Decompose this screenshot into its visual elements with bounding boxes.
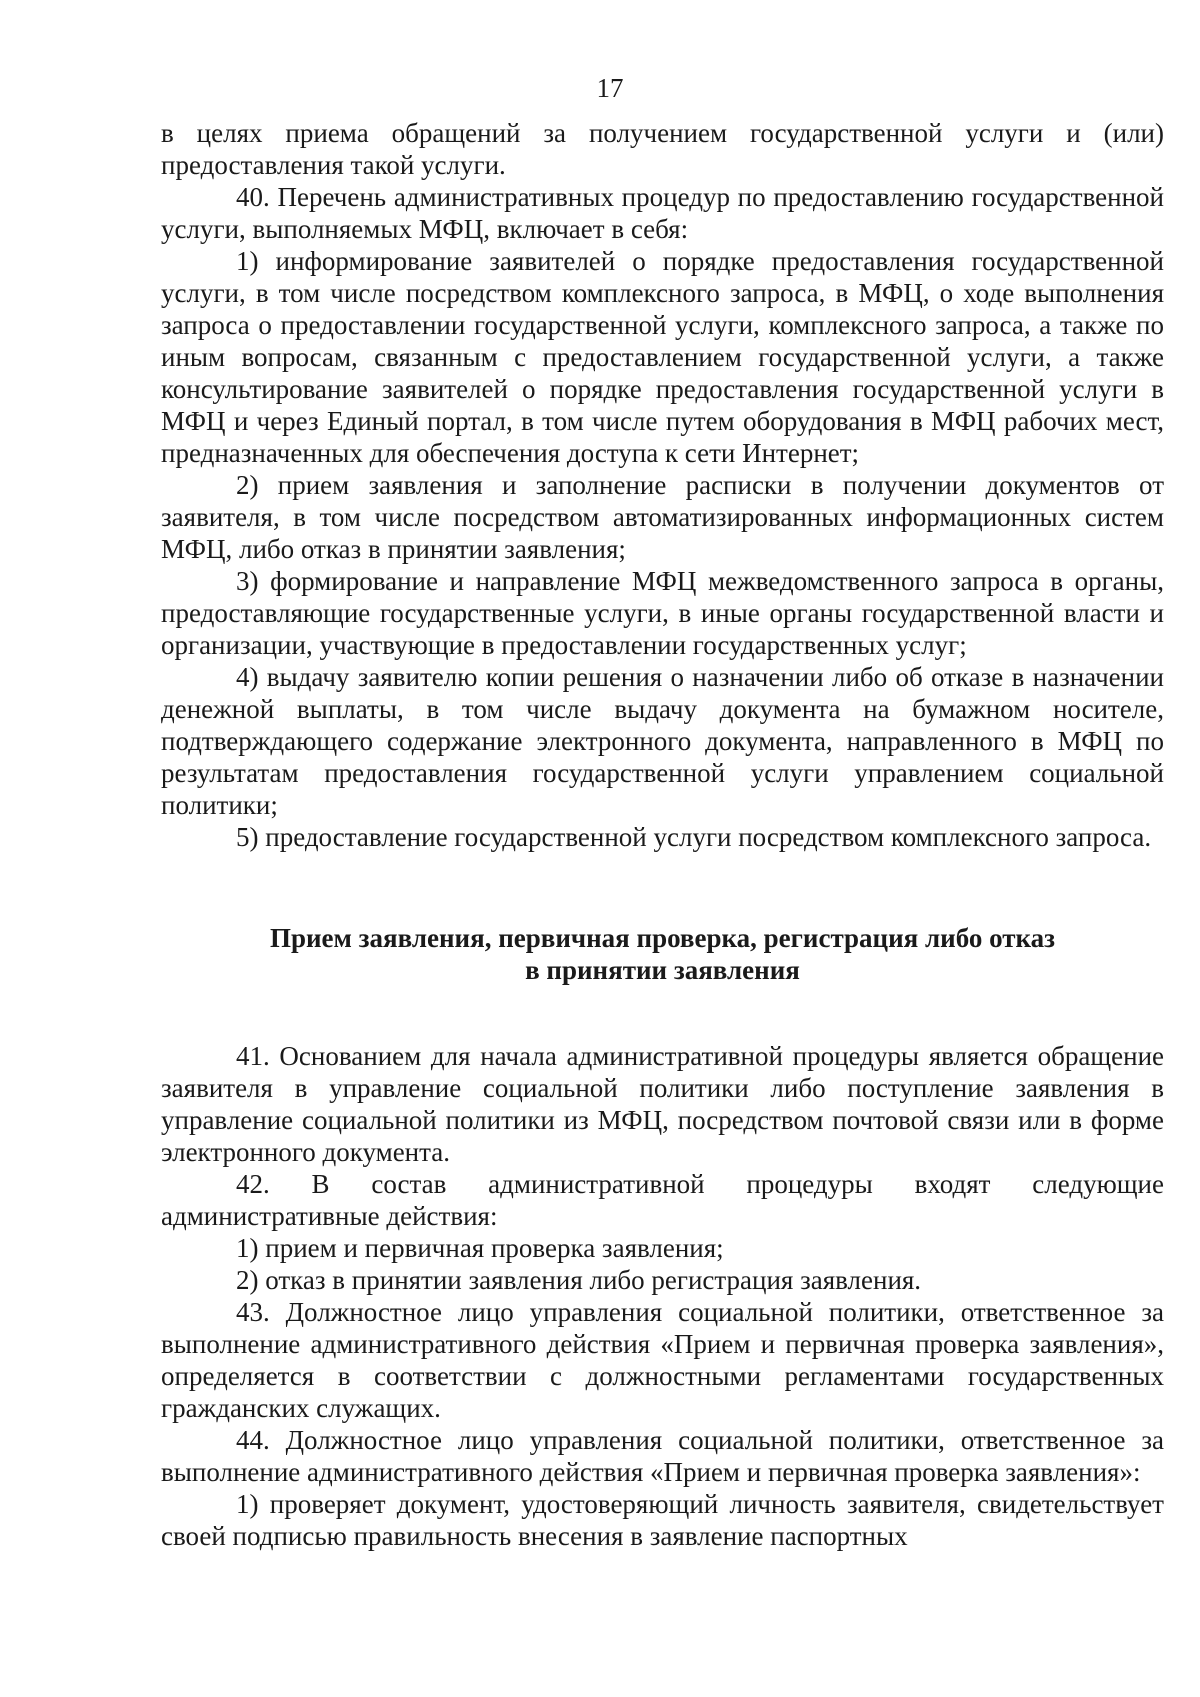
section-heading-line2: в принятии заявления <box>525 955 800 985</box>
section-heading-line1: Прием заявления, первичная проверка, регистрация либо отказ <box>269 923 1056 953</box>
paragraph-41: 41. Основанием для начала административной процедуры является обращение заявителя в управление социальной политики либо поступление заявления в управление социальной политики из МФЦ, посредством почтовой связи или в форме электронного документа. <box>161 1041 1164 1167</box>
section-heading <box>161 922 1164 986</box>
page-number: 17 <box>596 73 624 103</box>
paragraph-43: 43. Должностное лицо управления социальной политики, ответственное за выполнение административного действия «Прием и первичная проверка заявления», определяется в соответствии с должностными регламентами государственных гражданских служащих. <box>161 1297 1164 1423</box>
list-item-40-5: 5) предоставление государственной услуги посредством комплексного запроса. <box>236 822 1152 852</box>
section-bottom <box>161 1040 1164 1552</box>
paragraph-40: 40. Перечень административных процедур по предоставлению государственной услуги, выполняемых МФЦ, включает в себя: <box>161 182 1164 244</box>
section-top <box>161 117 1164 853</box>
paragraph-intro: в целях приема обращений за получением государственной услуги и (или) предоставления такой услуги. <box>161 118 1164 180</box>
list-item-40-2: 2) прием заявления и заполнение расписки в получении документов от заявителя, в том числе посредством автоматизированных информационных систем МФЦ, либо отказ в принятии заявления; <box>161 470 1164 564</box>
paragraph-44: 44. Должностное лицо управления социальной политики, ответственное за выполнение административного действия «Прием и первичная проверка заявления»: <box>161 1425 1164 1487</box>
list-item-40-3: 3) формирование и направление МФЦ межведомственного запроса в органы, предоставляющие государственные услуги, в иные органы государственной власти и организации, участвующие в предоставлении государственных услуг; <box>161 566 1164 660</box>
list-item-42-1: 1) прием и первичная проверка заявления; <box>236 1233 724 1263</box>
list-item-40-4: 4) выдачу заявителю копии решения о назначении либо об отказе в назначении денежной выплаты, в том числе выдачу документа на бумажном носителе, подтверждающего содержание электронного документа, направленного в МФЦ по результатам предоставления государственной услуги управлением социальной политики; <box>161 662 1164 820</box>
list-item-40-1: 1) информирование заявителей о порядке предоставления государственной услуги, в том числе посредством комплексного запроса, в МФЦ, о ходе выполнения запроса о предоставлении государственной услуги, комплексного запроса, а также по иным вопросам, связанным с предоставлением государственной услуги, а также консультирование заявителей о порядке предоставления государственной услуги в МФЦ и через Единый портал, в том числе путем оборудования в МФЦ рабочих мест, предназначенных для обеспечения доступа к сети Интернет; <box>161 246 1164 468</box>
paragraph-42: 42. В состав административной процедуры входят следующие административные действия: <box>161 1169 1164 1231</box>
list-item-44-1: 1) проверяет документ, удостоверяющий личность заявителя, свидетельствует своей подписью правильность внесения в заявление паспортных <box>161 1489 1164 1551</box>
list-item-42-2: 2) отказ в принятии заявления либо регистрация заявления. <box>236 1265 922 1295</box>
